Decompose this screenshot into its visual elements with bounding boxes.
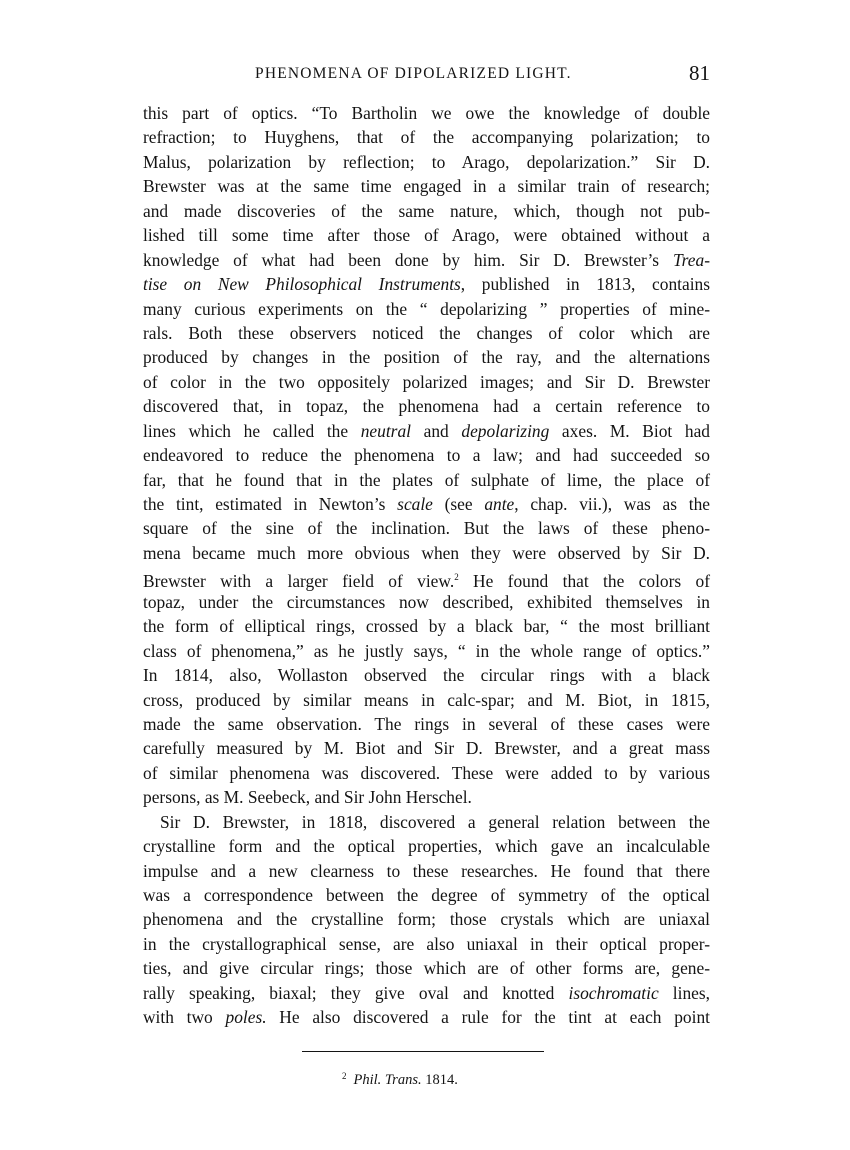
text-line: Sir D. Brewster, in 1818, discovered a general relation between the — [160, 811, 710, 832]
footnote-citation: Phil. Trans. — [353, 1072, 422, 1088]
text-line: tise on New Philosophical Instruments, published in 1813, contains — [143, 274, 710, 295]
text-line: many curious experiments on the “ depolarizing ” properties of mine- — [143, 298, 710, 319]
footnote-marker: 2 — [342, 1071, 347, 1081]
text-line: made the same observation. The rings in several of these cases were — [143, 713, 710, 734]
text-line: class of phenomena,” as he justly says, “ in the whole range of optics.” — [143, 640, 710, 661]
text-line: cross, produced by similar means in calc-spar; and M. Biot, in 1815, — [143, 689, 710, 710]
text-line: the form of elliptical rings, crossed by a black bar, “ the most brilliant — [143, 616, 710, 637]
text-line: discovered that, in topaz, the phenomena had a certain reference to — [143, 396, 710, 417]
text-line: and made discoveries of the same nature, which, though not pub- — [143, 200, 710, 221]
text-line: lished till some time after those of Arago, were obtained without a — [143, 225, 710, 246]
running-head — [143, 61, 710, 87]
text-line: Malus, polarization by reflection; to Arago, depolarization.” Sir D. — [143, 151, 710, 172]
text-line: ties, and give circular rings; those which are of other forms are, gene- — [143, 958, 710, 979]
text-line: topaz, under the circumstances now described, exhibited themselves in — [143, 591, 710, 612]
text-line: Brewster was at the same time engaged in a similar train of research; — [143, 176, 710, 197]
text-line: carefully measured by M. Biot and Sir D. Brewster, and a great mass — [143, 738, 710, 759]
text-line: with two poles. He also discovered a rule for the tint at each point — [143, 1007, 710, 1028]
text-line: far, that he found that in the plates of sulphate of lime, the place of — [143, 469, 710, 490]
text-line: impulse and a new clearness to these researches. He found that there — [143, 860, 710, 881]
text-line: this part of optics. “To Bartholin we owe the knowledge of double — [143, 103, 710, 123]
text-line: endeavored to reduce the phenomena to a law; and had succeeded so — [143, 445, 710, 466]
text-line: mena became much more obvious when they were observed by Sir D. — [143, 542, 710, 563]
text-line: rals. Both these observers noticed the changes of color which are — [143, 322, 710, 343]
text-line: produced by changes in the position of the ray, and the alternations — [143, 347, 710, 368]
page-number: 81 — [689, 61, 710, 85]
text-line: of similar phenomena was discovered. These were added to by various — [143, 762, 710, 783]
footnote-divider — [302, 1051, 544, 1052]
text-line: rally speaking, biaxal; they give oval and knotted isochromatic lines, — [143, 982, 710, 1003]
text-line: crystalline form and the optical properties, which gave an incalculable — [143, 836, 710, 857]
footnote — [342, 1071, 458, 1089]
footnote-year: 1814. — [425, 1072, 458, 1088]
text-line: knowledge of what had been done by him. Sir D. Brewster’s Trea- — [143, 249, 710, 270]
text-line: of color in the two oppositely polarized images; and Sir D. Brewster — [143, 371, 710, 392]
text-line: refraction; to Huyghens, that of the accompanying polarization; to — [143, 127, 710, 148]
text-line: in the crystallographical sense, are also uniaxal in their optical proper- — [143, 933, 710, 954]
text-line: square of the sine of the inclination. But the laws of these pheno- — [143, 518, 710, 539]
text-line: Brewster with a larger field of view.$^2$ He found that the colors of — [143, 571, 710, 592]
running-title: PHENOMENA OF DIPOLARIZED LIGHT. — [255, 65, 572, 82]
text-line: persons, as M. Seebeck, and Sir John Herschel. — [143, 787, 472, 808]
text-line: phenomena and the crystalline form; those crystals which are uniaxal — [143, 909, 710, 930]
text-line: lines which he called the neutral and depolarizing axes. M. Biot had — [143, 420, 710, 441]
body-text — [143, 101, 710, 1030]
text-line: the tint, estimated in Newton’s scale (see ante, chap. vii.), was as the — [143, 494, 710, 514]
text-line: In 1814, also, Wollaston observed the circular rings with a black — [143, 665, 710, 686]
text-line: was a correspondence between the degree of symmetry of the optical — [143, 885, 710, 905]
